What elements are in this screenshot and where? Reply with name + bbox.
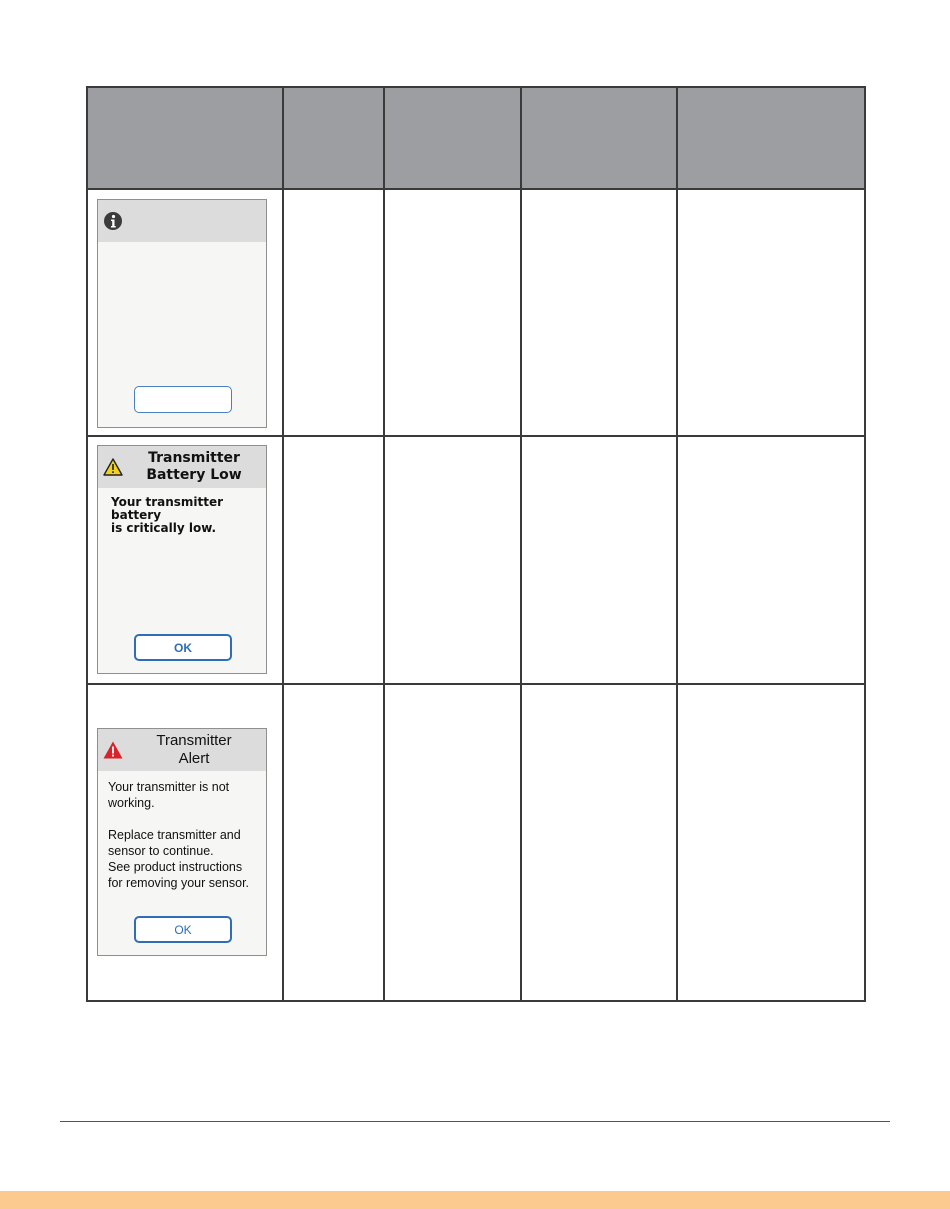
screen-cell — [87, 684, 283, 1001]
screen-title: Transmitter Battery Low — [146, 450, 242, 483]
screen-header — [98, 200, 266, 242]
info-circle-icon — [103, 211, 123, 231]
alert-red-triangle-icon — [103, 740, 123, 760]
footer-rule — [60, 1121, 890, 1122]
screen-header — [98, 446, 266, 488]
table-row — [87, 684, 865, 1001]
alerts-table — [86, 86, 866, 1002]
table-cell — [521, 189, 677, 436]
screen-title: Transmitter Alert — [156, 732, 232, 767]
ok-button[interactable]: OK — [134, 634, 232, 661]
footer-band — [0, 1191, 950, 1209]
screen-title — [126, 200, 262, 242]
table-cell — [521, 684, 677, 1001]
header-cell-3 — [384, 87, 521, 189]
table-cell — [677, 684, 865, 1001]
device-screen — [97, 445, 267, 674]
table-cell — [384, 684, 521, 1001]
table-cell — [521, 436, 677, 684]
table-row — [87, 189, 865, 436]
table-header-row — [87, 87, 865, 189]
ok-button[interactable]: OK — [134, 916, 232, 943]
table-cell — [677, 189, 865, 436]
screen-message — [98, 242, 266, 250]
table-cell — [384, 189, 521, 436]
screen-header — [98, 729, 266, 771]
table-cell — [283, 189, 384, 436]
table-row — [87, 436, 865, 684]
ok-button[interactable] — [134, 386, 232, 413]
screen-cell — [87, 436, 283, 684]
header-cell-5 — [677, 87, 865, 189]
screen-message: Your transmitter battery is critically low. — [111, 495, 224, 535]
header-cell-screen — [87, 87, 283, 189]
screen-message: Your transmitter is not working. Replace transmitter and sensor to continue. See product instructions for removing your sensor. — [108, 780, 250, 890]
table-cell — [283, 684, 384, 1001]
table-cell — [283, 436, 384, 684]
header-cell-4 — [521, 87, 677, 189]
warning-yellow-triangle-icon — [103, 457, 123, 477]
header-cell-2 — [283, 87, 384, 189]
device-screen — [97, 199, 267, 428]
screen-cell — [87, 189, 283, 436]
table-cell — [384, 436, 521, 684]
device-screen — [97, 728, 267, 956]
table-cell — [677, 436, 865, 684]
